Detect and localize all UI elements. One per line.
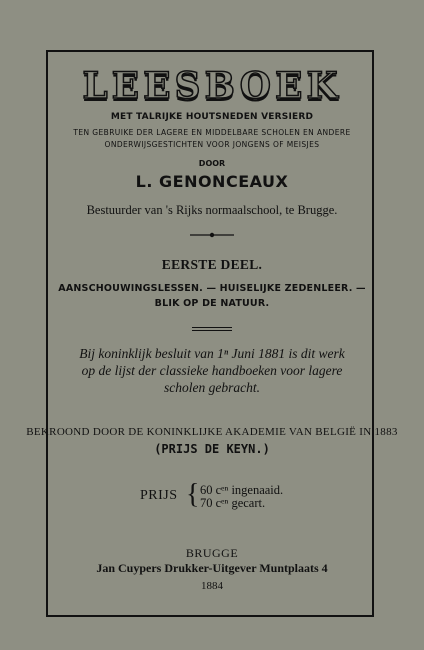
price-bound: 70 cᵉⁿ gecart. — [200, 496, 266, 510]
book-title: LEESBOEK — [82, 65, 342, 107]
topics-line-2: BLIK OP DE NATUUR. — [154, 298, 270, 309]
purpose-line-1: TEN GEBRUIKE DER LAGERE EN MIDDELBARE SCHOLEN EN ANDERE — [73, 128, 351, 137]
author-name: L. GENONCEAUX — [135, 172, 289, 191]
purpose-line-2: ONDERWIJSGESTICHTEN VOOR JONGENS OF MEISJES — [104, 140, 320, 149]
part-title: EERSTE DEEL. — [161, 257, 263, 272]
publisher: Jan Cuypers Drukker-Uitgever Muntplaats 4 — [96, 561, 328, 575]
award-line: BEKROOND DOOR DE KONINKLIJKE AKADEMIE VAN BELGIË IN 1883 — [26, 426, 398, 438]
price-brace: { — [186, 479, 200, 510]
double-rule-divider — [190, 326, 234, 332]
publication-city: BRUGGE — [185, 546, 239, 560]
author-role: Bestuurder van 's Rijks normaalschool, te Brugge. — [86, 203, 338, 217]
price-label: PRIJS — [140, 488, 178, 503]
decree-line-3: scholen gebracht. — [164, 380, 260, 395]
price-paper: 60 cᵉⁿ ingenaaid. — [200, 483, 284, 497]
price-block — [140, 479, 340, 510]
subtitle: MET TALRIJKE HOUTSNEDEN VERSIERD — [110, 112, 314, 122]
award-name: (PRIJS DE KEYN.) — [154, 442, 270, 456]
publication-year: 1884 — [201, 580, 223, 592]
decree-line-2: op de lijst der classieke handboeken voor lagere — [81, 363, 343, 378]
ornament-divider — [190, 232, 234, 238]
topics-line-1: AANSCHOUWINGSLESSEN. — HUISELIJKE ZEDENLEER. — — [58, 283, 366, 294]
decree-line-1: Bij koninklijk besluit van 1ⁿ Juni 1881 is dit werk — [79, 346, 345, 361]
by-label: DOOR — [198, 159, 226, 168]
